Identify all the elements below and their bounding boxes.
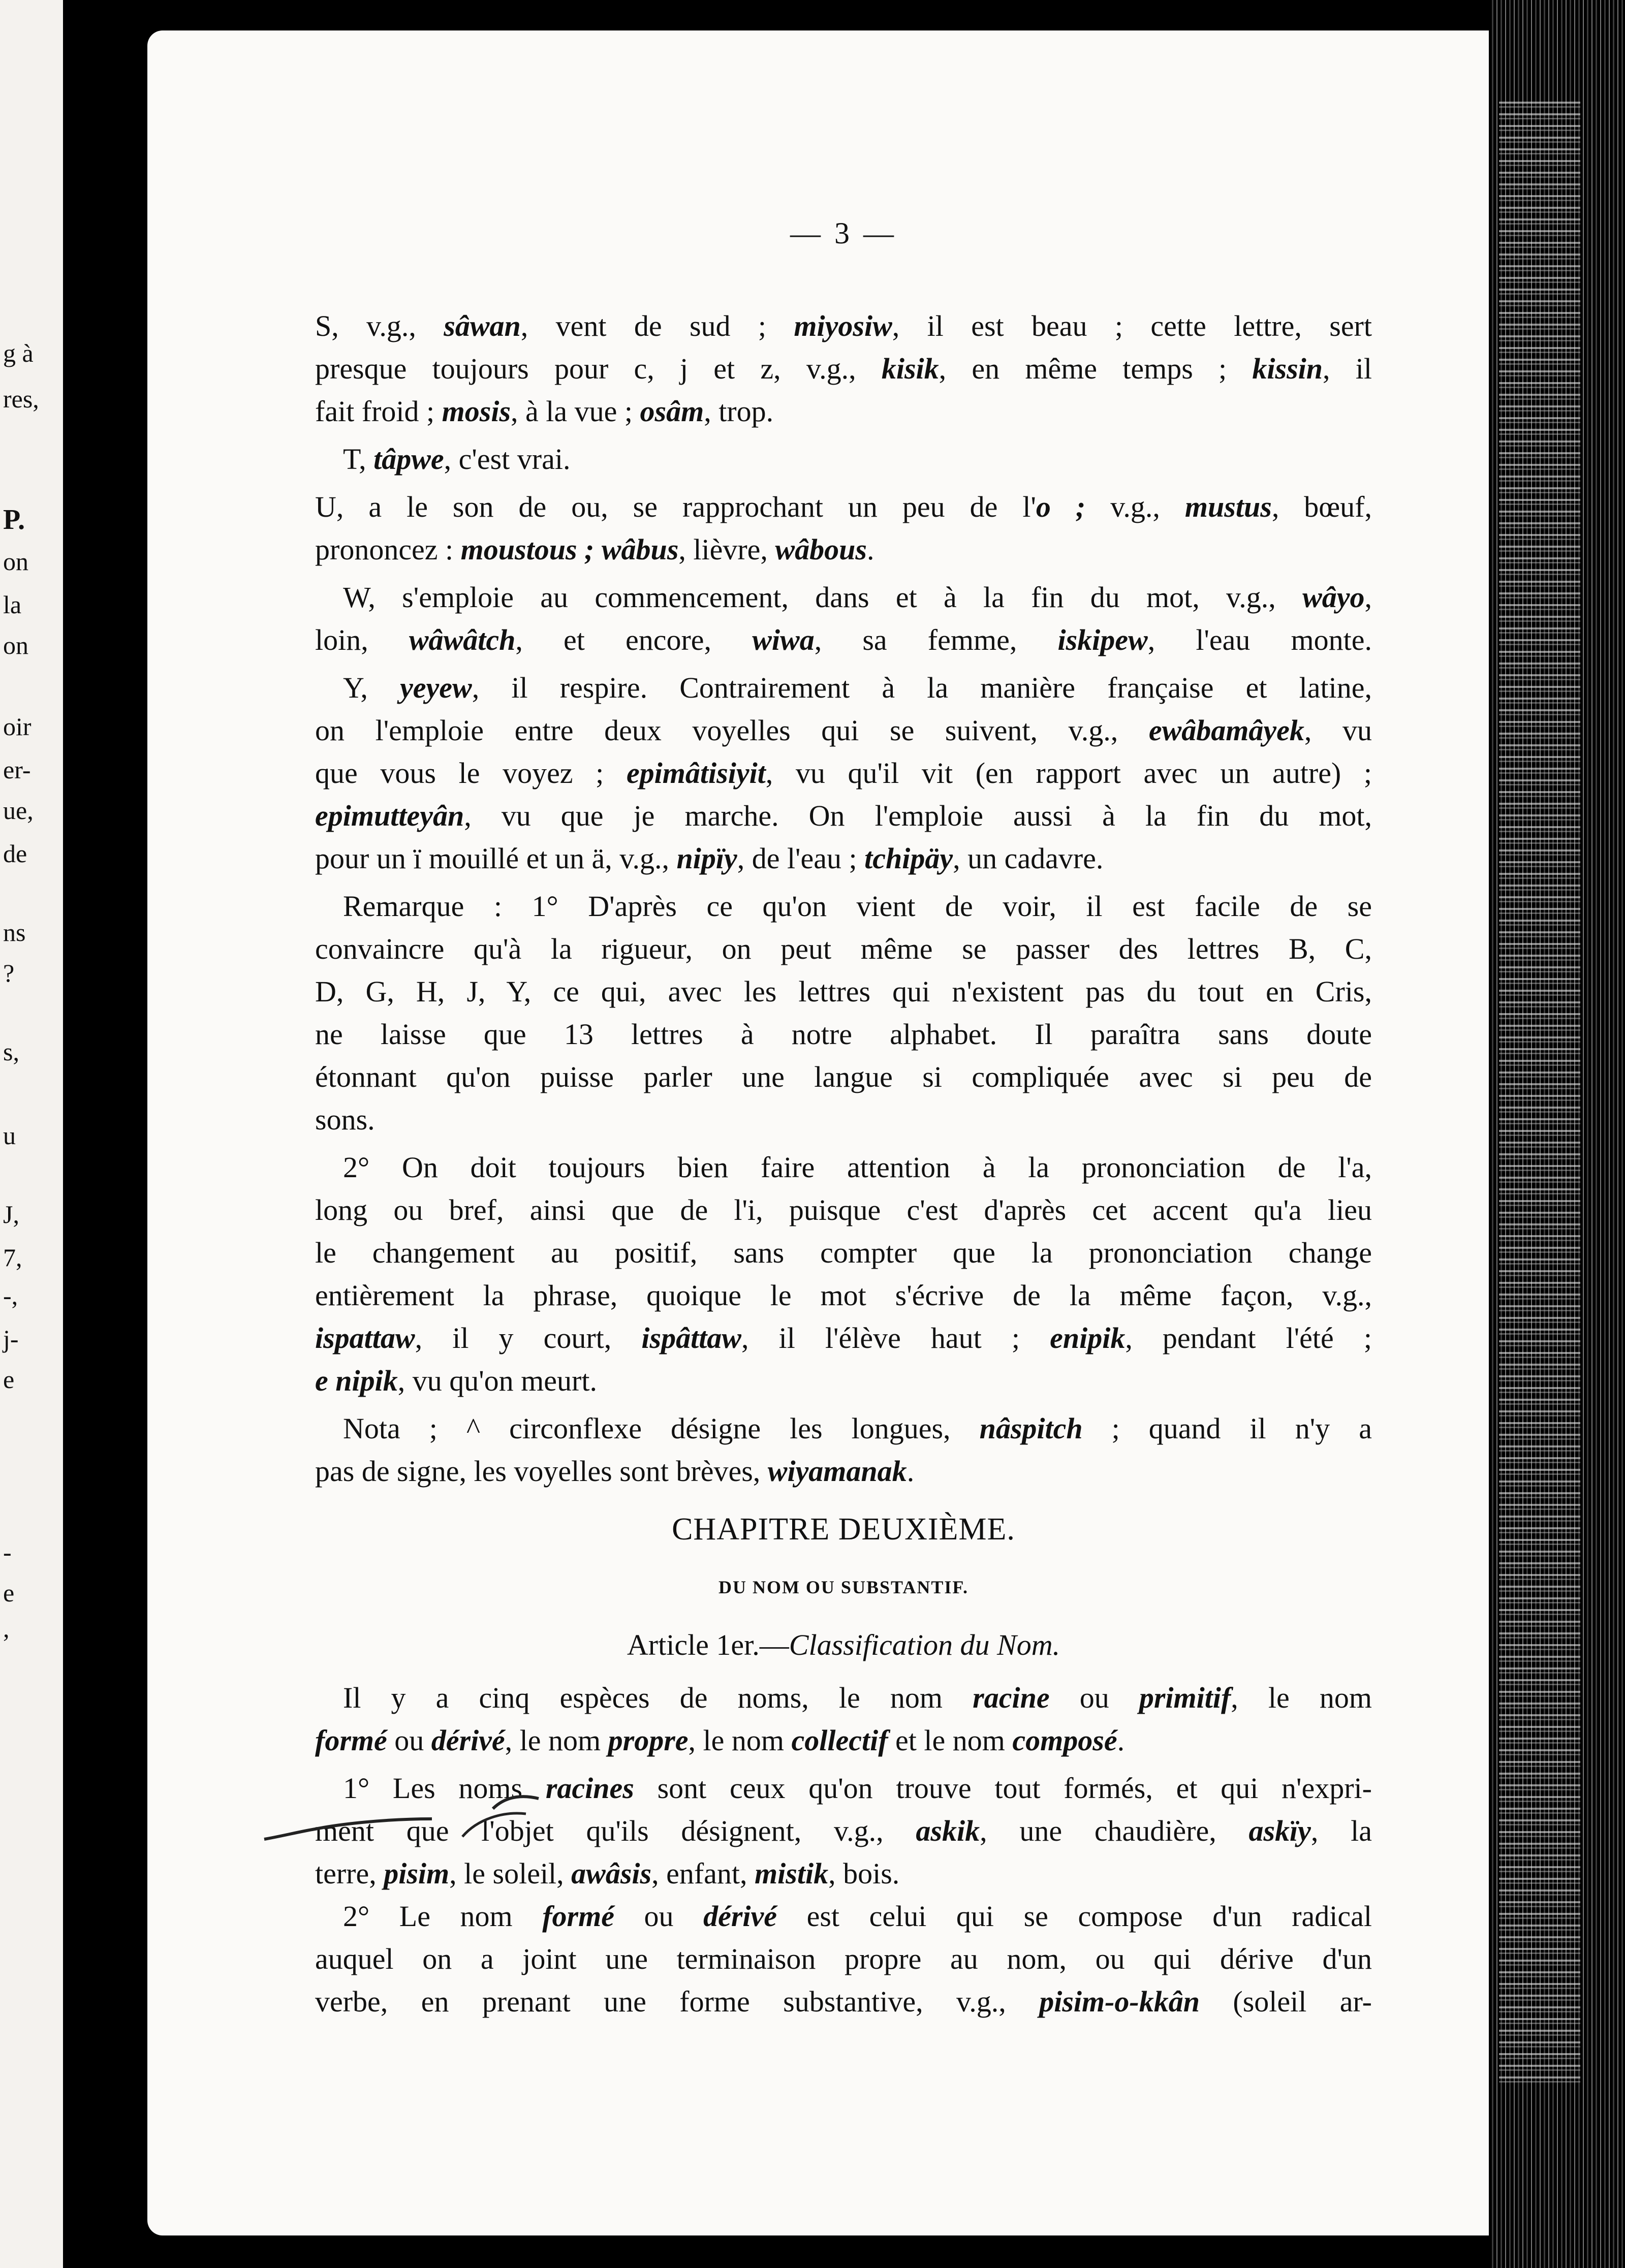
chapter-subtitle: DU NOM OU SUBSTANTIF. bbox=[718, 1577, 969, 1597]
text-segment: verbe, en prenant une forme substantive, v.g., bbox=[315, 1985, 1040, 2018]
example-word: pisim bbox=[384, 1857, 450, 1890]
line: Remarque : 1° D'après ce qu'on vient de voir, il est facile de se bbox=[343, 890, 1372, 923]
example-word: enipik bbox=[1050, 1321, 1126, 1354]
line bbox=[315, 1852, 1372, 1895]
line bbox=[315, 1895, 1372, 1938]
example-word: epimâtisiyit bbox=[626, 757, 766, 790]
text-segment: , un cadavre. bbox=[953, 842, 1104, 875]
text-segment: , de l'eau ; bbox=[737, 842, 865, 875]
example-word: dérivé bbox=[703, 1900, 777, 1933]
line: D, G, H, J, Y, ce qui, avec les lettres qui n'existent pas du tout en Cris, bbox=[315, 975, 1372, 1008]
example-word: formé bbox=[542, 1900, 614, 1933]
text-segment: pour un ï mouillé et un ä, v.g., bbox=[315, 842, 677, 875]
text-segment: pas de signe, les voyelles sont brèves, bbox=[315, 1455, 768, 1488]
example-word: iskipew bbox=[1057, 623, 1148, 656]
line: le changement au positif, sans compter que la prononciation change bbox=[315, 1236, 1372, 1269]
text-segment bbox=[594, 533, 602, 566]
example-word: askïy bbox=[1248, 1814, 1311, 1847]
example-word: wiyamanak bbox=[767, 1455, 907, 1488]
example-word: askik bbox=[916, 1814, 980, 1847]
example-word: dérivé bbox=[431, 1724, 505, 1757]
text-segment: , l'eau monte. bbox=[1147, 623, 1372, 656]
text-segment: , vu qu'on meurt. bbox=[397, 1364, 597, 1397]
left-page-text-fragment: P. bbox=[3, 504, 25, 536]
example-word: wâwâtch bbox=[409, 623, 516, 656]
line bbox=[315, 486, 1372, 528]
example-word: ispattaw bbox=[315, 1321, 415, 1354]
text-segment: auquel on a joint une terminaison propre au nom, ou qui dérive d'un bbox=[315, 1942, 1372, 1975]
example-word: primitif bbox=[1139, 1681, 1231, 1714]
left-page-text-fragment: ue, bbox=[3, 796, 34, 825]
text-segment: , vu qu'il vit (en rapport avec un autre) ; bbox=[765, 757, 1372, 790]
line: sons. bbox=[315, 1103, 375, 1136]
text-segment: . bbox=[907, 1455, 915, 1488]
line bbox=[315, 305, 1372, 348]
text-segment: , enfant, bbox=[651, 1857, 755, 1890]
left-page-fragment bbox=[0, 0, 71, 2268]
text-segment: Y, bbox=[343, 671, 400, 704]
page-number: — 3 — bbox=[790, 216, 897, 250]
example-word: kissin bbox=[1252, 352, 1323, 385]
text-segment: presque toujours pour c, j et z, v.g., bbox=[315, 352, 882, 385]
book-page bbox=[147, 30, 1489, 2235]
text-segment: , trop. bbox=[704, 395, 774, 428]
text-segment: , il y court, bbox=[415, 1321, 642, 1354]
example-word: sâwan bbox=[444, 309, 521, 342]
text-segment: , vu bbox=[1304, 714, 1372, 747]
line bbox=[315, 1980, 1372, 2023]
example-word: pisim-o-kkân bbox=[1039, 1985, 1200, 2018]
example-word: wiwa bbox=[752, 623, 815, 656]
line: long ou bref, ainsi que de l'i, puisque c'est d'après cet accent qu'a lieu bbox=[315, 1193, 1372, 1226]
left-page-text-fragment: de bbox=[3, 839, 27, 868]
text-segment: , à la vue ; bbox=[511, 395, 640, 428]
line: ne laisse que 13 lettres à notre alphabet. Il paraîtra sans doute bbox=[315, 1018, 1372, 1051]
line bbox=[315, 837, 1372, 880]
example-word: o ; bbox=[1036, 490, 1086, 523]
text-segment: , pendant l'été ; bbox=[1125, 1321, 1372, 1354]
example-word: miyosiw bbox=[794, 309, 892, 342]
example-word: mistik bbox=[755, 1857, 829, 1890]
example-word: nipïy bbox=[676, 842, 737, 875]
left-page-text-fragment: e bbox=[3, 1365, 15, 1394]
text-segment: , c'est vrai. bbox=[444, 443, 571, 476]
text-segment: , il bbox=[1323, 352, 1372, 385]
line bbox=[315, 528, 1372, 571]
text-segment: . bbox=[866, 533, 874, 566]
line bbox=[315, 752, 1372, 795]
line bbox=[315, 1719, 1372, 1762]
scan-border bbox=[1489, 0, 1625, 2268]
line bbox=[315, 1810, 1372, 1852]
left-page-text-fragment: g à bbox=[3, 339, 34, 367]
left-page-text-fragment: oir bbox=[3, 712, 32, 741]
line bbox=[315, 1450, 1372, 1493]
left-page-text-fragment: res, bbox=[3, 385, 39, 413]
left-page-text-fragment: e bbox=[3, 1579, 15, 1607]
text-segment: et le nom bbox=[888, 1724, 1013, 1757]
line: convaincre qu'à la rigueur, on peut même se passer des lettres B, C, bbox=[315, 932, 1372, 965]
line: étonnant qu'on puisse parler une langue si compliquée avec si peu de bbox=[315, 1060, 1372, 1093]
left-page-text-fragment: -, bbox=[3, 1281, 18, 1310]
text-segment: , le soleil, bbox=[449, 1857, 572, 1890]
example-word: mosis bbox=[442, 395, 511, 428]
text-segment: terre, bbox=[315, 1857, 384, 1890]
left-page-text-fragment: 7, bbox=[3, 1243, 22, 1272]
example-word: e nipik bbox=[315, 1364, 398, 1397]
example-word: wâbous bbox=[775, 533, 867, 566]
text-segment: sont ceux qu'on trouve tout formés, et qui n'expri- bbox=[634, 1772, 1372, 1805]
example-word: tchipäy bbox=[864, 842, 953, 875]
text-segment: que vous le voyez ; bbox=[315, 757, 627, 790]
line: entièrement la phrase, quoique le mot s'écrive de la même façon, v.g., bbox=[315, 1279, 1372, 1312]
text-segment: on l'emploie entre deux voyelles qui se suivent, v.g., bbox=[315, 714, 1149, 747]
left-page-text-fragment: , bbox=[3, 1614, 10, 1643]
text-segment: , une chaudière, bbox=[980, 1814, 1249, 1847]
text-segment: , bœuf, bbox=[1271, 490, 1372, 523]
example-word: wâyo bbox=[1302, 581, 1365, 614]
example-word: nâspitch bbox=[979, 1412, 1083, 1445]
line bbox=[315, 576, 1372, 619]
text-segment: . bbox=[1117, 1724, 1125, 1757]
text-segment: Nota ; ^ circonflexe désigne les longues, bbox=[343, 1412, 980, 1445]
text-segment: , vent de sud ; bbox=[520, 309, 794, 342]
example-word: racines bbox=[545, 1772, 634, 1805]
text-segment: , lièvre, bbox=[678, 533, 775, 566]
text-segment: , le nom bbox=[688, 1724, 792, 1757]
left-page-text-fragment: j- bbox=[3, 1325, 19, 1353]
left-page-text-fragment: la bbox=[3, 590, 22, 619]
text-segment: ment que l'objet qu'ils désignent, v.g., bbox=[315, 1814, 916, 1847]
left-page-text-fragment: s, bbox=[3, 1037, 19, 1066]
line bbox=[315, 1677, 1372, 1719]
line bbox=[315, 1360, 1372, 1402]
example-word: epimutteyân bbox=[315, 799, 464, 832]
chapter-title: CHAPITRE DEUXIÈME. bbox=[672, 1512, 1015, 1547]
example-word: kisik bbox=[881, 352, 939, 385]
text-segment: ou bbox=[614, 1900, 704, 1933]
article-title-prefix: Article 1er.— bbox=[627, 1628, 789, 1661]
left-page-text-fragment: on bbox=[3, 547, 28, 576]
text-segment: S, v.g., bbox=[315, 309, 444, 342]
line bbox=[315, 667, 1372, 709]
text-segment: , vu que je marche. On l'emploie aussi à la fin du mot, bbox=[464, 799, 1372, 832]
line bbox=[315, 348, 1372, 390]
line bbox=[315, 619, 1372, 662]
example-word: composé bbox=[1012, 1724, 1117, 1757]
text-segment: U, a le son de ou, se rapprochant un peu de l' bbox=[315, 490, 1036, 523]
text-segment: 1° Les noms bbox=[343, 1772, 546, 1805]
line bbox=[315, 1938, 1372, 1980]
line bbox=[315, 1767, 1372, 1810]
text-segment: ; quand il n'y a bbox=[1082, 1412, 1372, 1445]
text-segment: W, s'emploie au commencement, dans et à la fin du mot, v.g., bbox=[343, 581, 1303, 614]
body-text bbox=[315, 305, 1372, 2023]
text-segment: loin, bbox=[315, 623, 409, 656]
text-segment: , il l'élève haut ; bbox=[741, 1321, 1050, 1354]
article-title-italic: Classification du Nom. bbox=[789, 1628, 1060, 1661]
example-word: propre bbox=[608, 1724, 689, 1757]
line bbox=[315, 1317, 1372, 1360]
left-page-text-fragment: - bbox=[3, 1538, 12, 1566]
text-segment: , il respire. Contrairement à la manière française et latine, bbox=[472, 671, 1372, 704]
text-segment: fait froid ; bbox=[315, 395, 442, 428]
text-segment: ou bbox=[387, 1724, 431, 1757]
text-segment: , bois. bbox=[828, 1857, 900, 1890]
example-word: wâbus bbox=[601, 533, 679, 566]
line bbox=[315, 1407, 1372, 1450]
text-segment: , le nom bbox=[505, 1724, 608, 1757]
line: 2° On doit toujours bien faire attention à la prononciation de l'a, bbox=[343, 1151, 1372, 1184]
text-segment: 2° Le nom bbox=[343, 1900, 543, 1933]
text-segment: , et encore, bbox=[515, 623, 753, 656]
left-page-text-fragment: u bbox=[3, 1121, 16, 1150]
text-segment: ou bbox=[1049, 1681, 1139, 1714]
line bbox=[315, 438, 1372, 481]
article-title bbox=[315, 1624, 1372, 1666]
text-segment: , bbox=[1364, 581, 1372, 614]
text-segment: v.g., bbox=[1085, 490, 1185, 523]
text-segment: est celui qui se compose d'un radical bbox=[777, 1900, 1372, 1933]
example-word: ispâttaw bbox=[641, 1321, 741, 1354]
text-segment: , en même temps ; bbox=[939, 352, 1253, 385]
text-segment: , il est beau ; cette lettre, sert bbox=[892, 309, 1372, 342]
example-word: osâm bbox=[640, 395, 704, 428]
example-word: racine bbox=[973, 1681, 1050, 1714]
left-page-text-fragment: ns bbox=[3, 918, 26, 947]
text-segment: (soleil ar- bbox=[1200, 1985, 1372, 2018]
left-page-text-fragment: er- bbox=[3, 755, 31, 784]
left-page-text-fragment: ? bbox=[3, 959, 15, 987]
example-word: mustus bbox=[1184, 490, 1272, 523]
example-word: formé bbox=[315, 1724, 387, 1757]
line bbox=[315, 709, 1372, 752]
example-word: collectif bbox=[791, 1724, 888, 1757]
text-segment: , la bbox=[1310, 1814, 1372, 1847]
example-word: moustous ; bbox=[460, 533, 595, 566]
text-segment: , sa femme, bbox=[814, 623, 1058, 656]
left-page-text-fragment: on bbox=[3, 631, 28, 659]
line bbox=[315, 795, 1372, 837]
example-word: awâsis bbox=[571, 1857, 652, 1890]
text-segment: T, bbox=[343, 443, 374, 476]
example-word: ewâbamâyek bbox=[1148, 714, 1304, 747]
left-page-text-fragment: J, bbox=[3, 1200, 19, 1228]
text-segment: prononcez : bbox=[315, 533, 461, 566]
example-word: tâpwe bbox=[373, 443, 444, 476]
example-word: yeyew bbox=[400, 671, 472, 704]
line bbox=[315, 390, 1372, 433]
text-segment: Il y a cinq espèces de noms, le nom bbox=[343, 1681, 973, 1714]
text-segment: , le nom bbox=[1231, 1681, 1372, 1714]
